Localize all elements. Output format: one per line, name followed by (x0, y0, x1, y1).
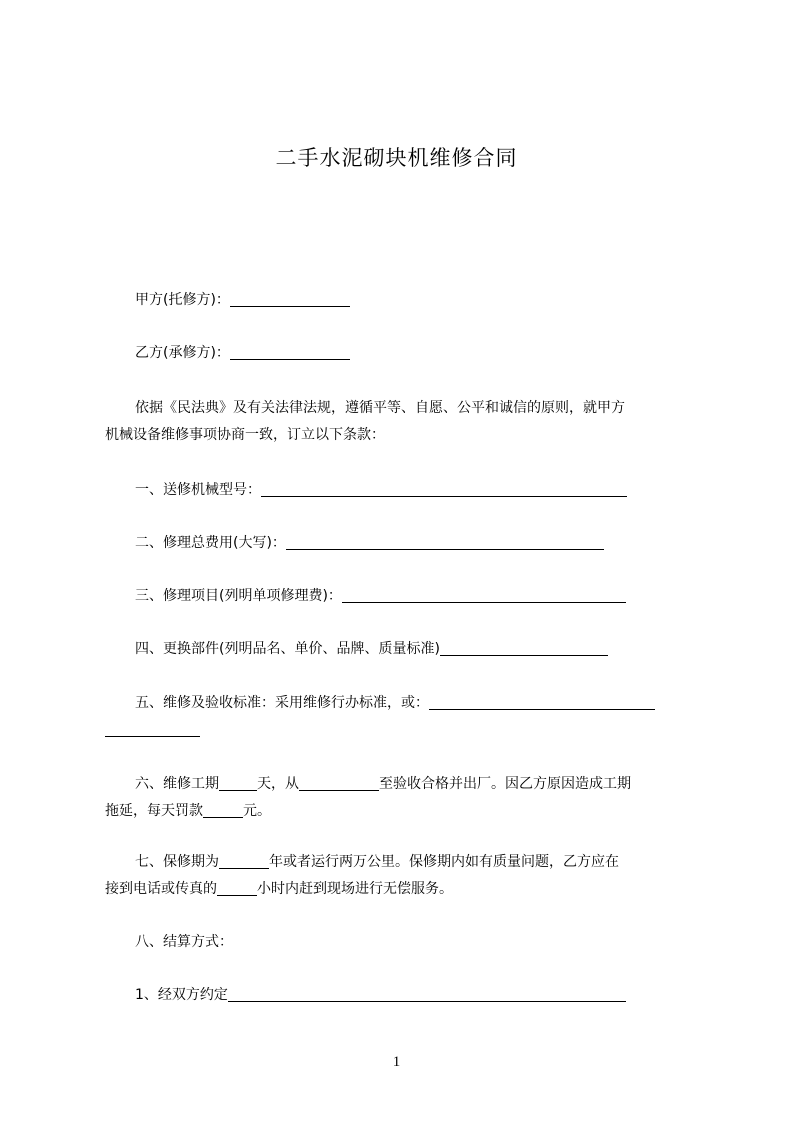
settlement-item-1-blank (228, 985, 626, 1002)
preamble-line-1: 依据《民法典》及有关法律法规，遵循平等、自愿、公平和诚信的原则，就甲方 (135, 400, 625, 416)
clause-5 (105, 689, 735, 717)
party-b-line (105, 339, 735, 367)
clause-3-label: 三、修理项目(列明单项修理费)： (135, 588, 342, 604)
page-number: 1 (392, 1054, 401, 1070)
party-a-blank (230, 290, 350, 307)
clause-6-unit: 元。 (243, 803, 271, 819)
clause-6-date-blank (299, 774, 379, 791)
clause-2-label: 二、修理总费用(大写)： (135, 535, 286, 551)
clause-7-service-text: 小时内赶到现场进行无偿服务。 (257, 881, 453, 897)
clause-6-from-text: 天，从 (257, 776, 299, 792)
party-b-label: 乙方(承修方)： (135, 345, 230, 361)
clause-6-penalty-blank (203, 801, 243, 818)
clause-7-contact-text: 接到电话或传真的 (105, 881, 217, 897)
clause-2 (105, 529, 735, 557)
clause-1 (105, 476, 735, 504)
clause-4-label: 四、更换部件(列明品名、单价、品牌、质量标准) (135, 641, 440, 657)
clause-5-label: 五、维修及验收标准：采用维修行办标准，或： (135, 695, 429, 711)
clause-4-blank (440, 639, 608, 656)
clause-2-blank (286, 533, 604, 550)
clause-6-line-2 (105, 797, 705, 825)
clause-6-line-1 (105, 770, 735, 798)
clause-3 (105, 582, 735, 610)
preamble-line-2: 机械设备维修事项协商一致，订立以下条款： (105, 427, 385, 443)
clause-5-blank (429, 693, 655, 710)
party-a-label: 甲方(托修方)： (135, 292, 230, 308)
clause-1-blank (261, 480, 627, 497)
clause-7-years-blank (219, 852, 269, 869)
clause-7-hours-blank (217, 879, 257, 896)
party-a-line (105, 286, 735, 314)
clause-7-line-2 (105, 875, 705, 903)
clause-6-penalty-text: 拖延，每天罚款 (105, 803, 203, 819)
clause-6-label: 六、维修工期 (135, 776, 219, 792)
page-title: 二手水泥砌块机维修合同 (275, 146, 518, 170)
clause-8: 八、结算方式： (135, 934, 233, 950)
settlement-item-1-label: 1、经双方约定 (135, 987, 228, 1003)
clause-3-blank (342, 586, 626, 603)
settlement-item-1 (105, 981, 735, 1009)
clause-5-blank-2 (105, 720, 200, 737)
clause-7-label: 七、保修期为 (135, 854, 219, 870)
clause-1-label: 一、送修机械型号： (135, 482, 261, 498)
clause-4 (105, 635, 735, 663)
clause-7-text: 年或者运行两万公里。保修期内如有质量问题，乙方应在 (269, 854, 619, 870)
party-b-blank (230, 343, 350, 360)
clause-5-continuation (105, 716, 705, 744)
clause-6-text: 至验收合格并出厂。因乙方原因造成工期 (379, 776, 631, 792)
clause-6-days-blank (219, 774, 257, 791)
clause-7-line-1 (105, 848, 735, 876)
